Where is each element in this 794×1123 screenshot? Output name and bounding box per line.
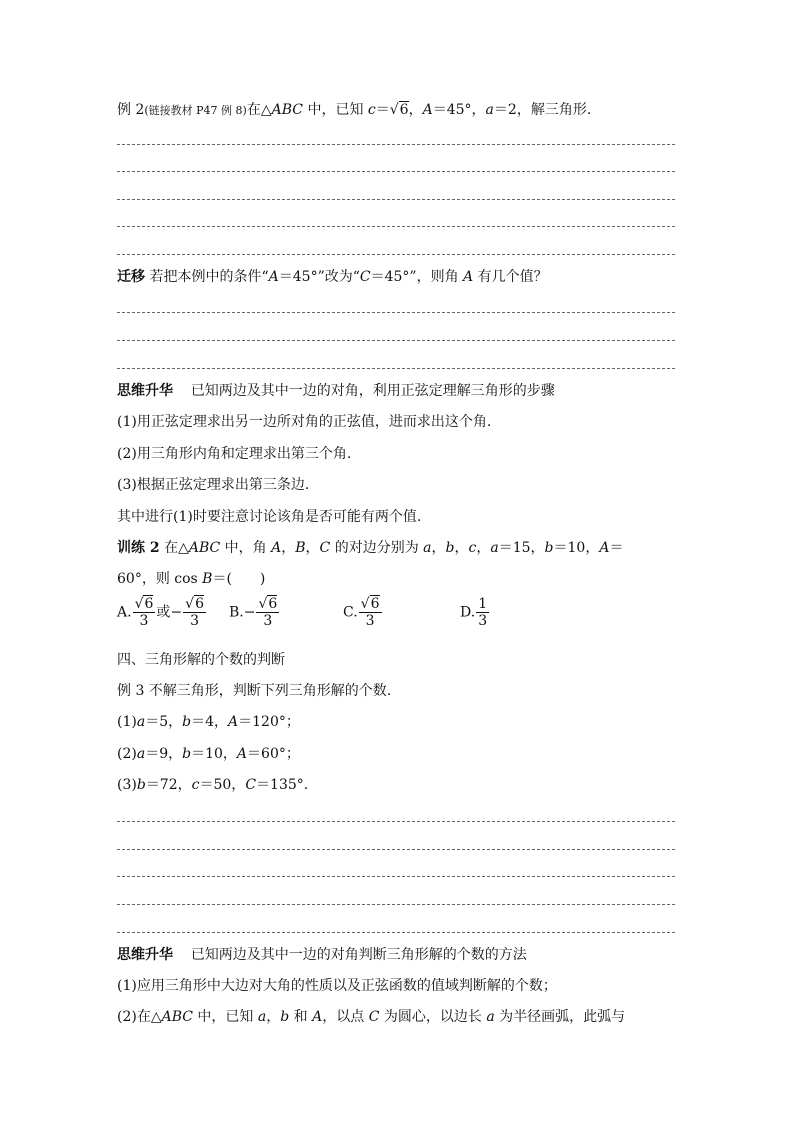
- answer-line: [117, 368, 675, 369]
- step-note: 其中进行(1)时要注意讨论该角是否可能有两个值.: [117, 509, 422, 525]
- option-b[interactable]: B.− $\frac{√6}{3}$: [229, 596, 278, 629]
- example2-label: 例 2: [117, 102, 145, 118]
- section-heading: 四、三角形解的个数的判断: [117, 652, 285, 668]
- step-2: (2)用三角形内角和定理求出第三个角.: [117, 446, 352, 462]
- thinking-label: 思维升华: [117, 383, 173, 399]
- fraction: $\frac{√6}{3}$: [185, 596, 204, 629]
- fraction: $\frac{√6}{3}$: [258, 596, 278, 629]
- transfer-label: 迁移: [117, 269, 145, 285]
- thinking-summary-1: 思维升华 已知两边及其中一边的对角，利用正弦定理解三角形的步骤: [117, 383, 555, 399]
- training2-line1: 训练 2 在△ABC 中，角 A，B，C 的对边分别为 a，b，c，a＝15，b＝10，A＝: [117, 540, 624, 556]
- thinking-summary-2: 思维升华 已知两边及其中一边的对角判断三角形解的个数的方法: [117, 947, 527, 963]
- example3-item3: (3)b＝72，c＝50，C＝135°.: [117, 777, 309, 793]
- example2-ref: (链接教材 P47 例 8): [144, 104, 247, 117]
- example3-item1: (1)a＝5，b＝4，A＝120°；: [117, 714, 300, 730]
- step-3: (3)根据正弦定理求出第三条边.: [117, 477, 310, 493]
- fraction: $\frac{√6}{3}$: [134, 596, 154, 629]
- option-a[interactable]: A. $\frac{√6}{3}$ 或− $\frac{√6}{3}$: [117, 596, 204, 629]
- training2-line2: 60°，则 cos B＝( ): [117, 571, 266, 587]
- answer-line: [117, 849, 675, 850]
- method-2: (2)在△ABC 中，已知 a，b 和 A，以点 C 为圆心，以边长 a 为半径画弧，此弧与: [117, 1009, 626, 1025]
- training-label: 训练 2: [117, 540, 160, 556]
- example2-line: 例 2(链接教材 P47 例 8)在△ABC 中，已知 c＝√6，A＝45°，a＝2，解三角形.: [117, 102, 592, 118]
- answer-line: [117, 312, 675, 313]
- option-d[interactable]: D. $\frac{1}{3}$: [460, 596, 488, 629]
- answer-line: [117, 226, 675, 227]
- thinking-label: 思维升华: [117, 947, 173, 963]
- answer-line: [117, 904, 675, 905]
- transfer-line: 迁移 若把本例中的条件“A＝45°”改为“C＝45°”，则角 A 有几个值？: [117, 269, 548, 285]
- example3-label: 例 3: [117, 683, 145, 699]
- fraction: $\frac{1}{3}$: [478, 596, 488, 629]
- method-1: (1)应用三角形中大边对大角的性质以及正弦函数的值域判断解的个数；: [117, 978, 557, 994]
- answer-line: [117, 199, 675, 200]
- answer-line: [117, 932, 675, 933]
- answer-line: [117, 340, 675, 341]
- answer-line: [117, 821, 675, 822]
- step-1: (1)用正弦定理求出另一边所对角的正弦值，进而求出这个角.: [117, 414, 492, 430]
- example3-item2: (2)a＝9，b＝10，A＝60°；: [117, 746, 300, 762]
- answer-line: [117, 171, 675, 172]
- example3-line: 例 3 不解三角形，判断下列三角形解的个数.: [117, 683, 392, 699]
- answer-line: [117, 254, 675, 255]
- answer-line: [117, 876, 675, 877]
- option-c[interactable]: C. $\frac{√6}{3}$: [343, 596, 380, 629]
- fraction: $\frac{√6}{3}$: [360, 596, 380, 629]
- answer-line: [117, 144, 675, 145]
